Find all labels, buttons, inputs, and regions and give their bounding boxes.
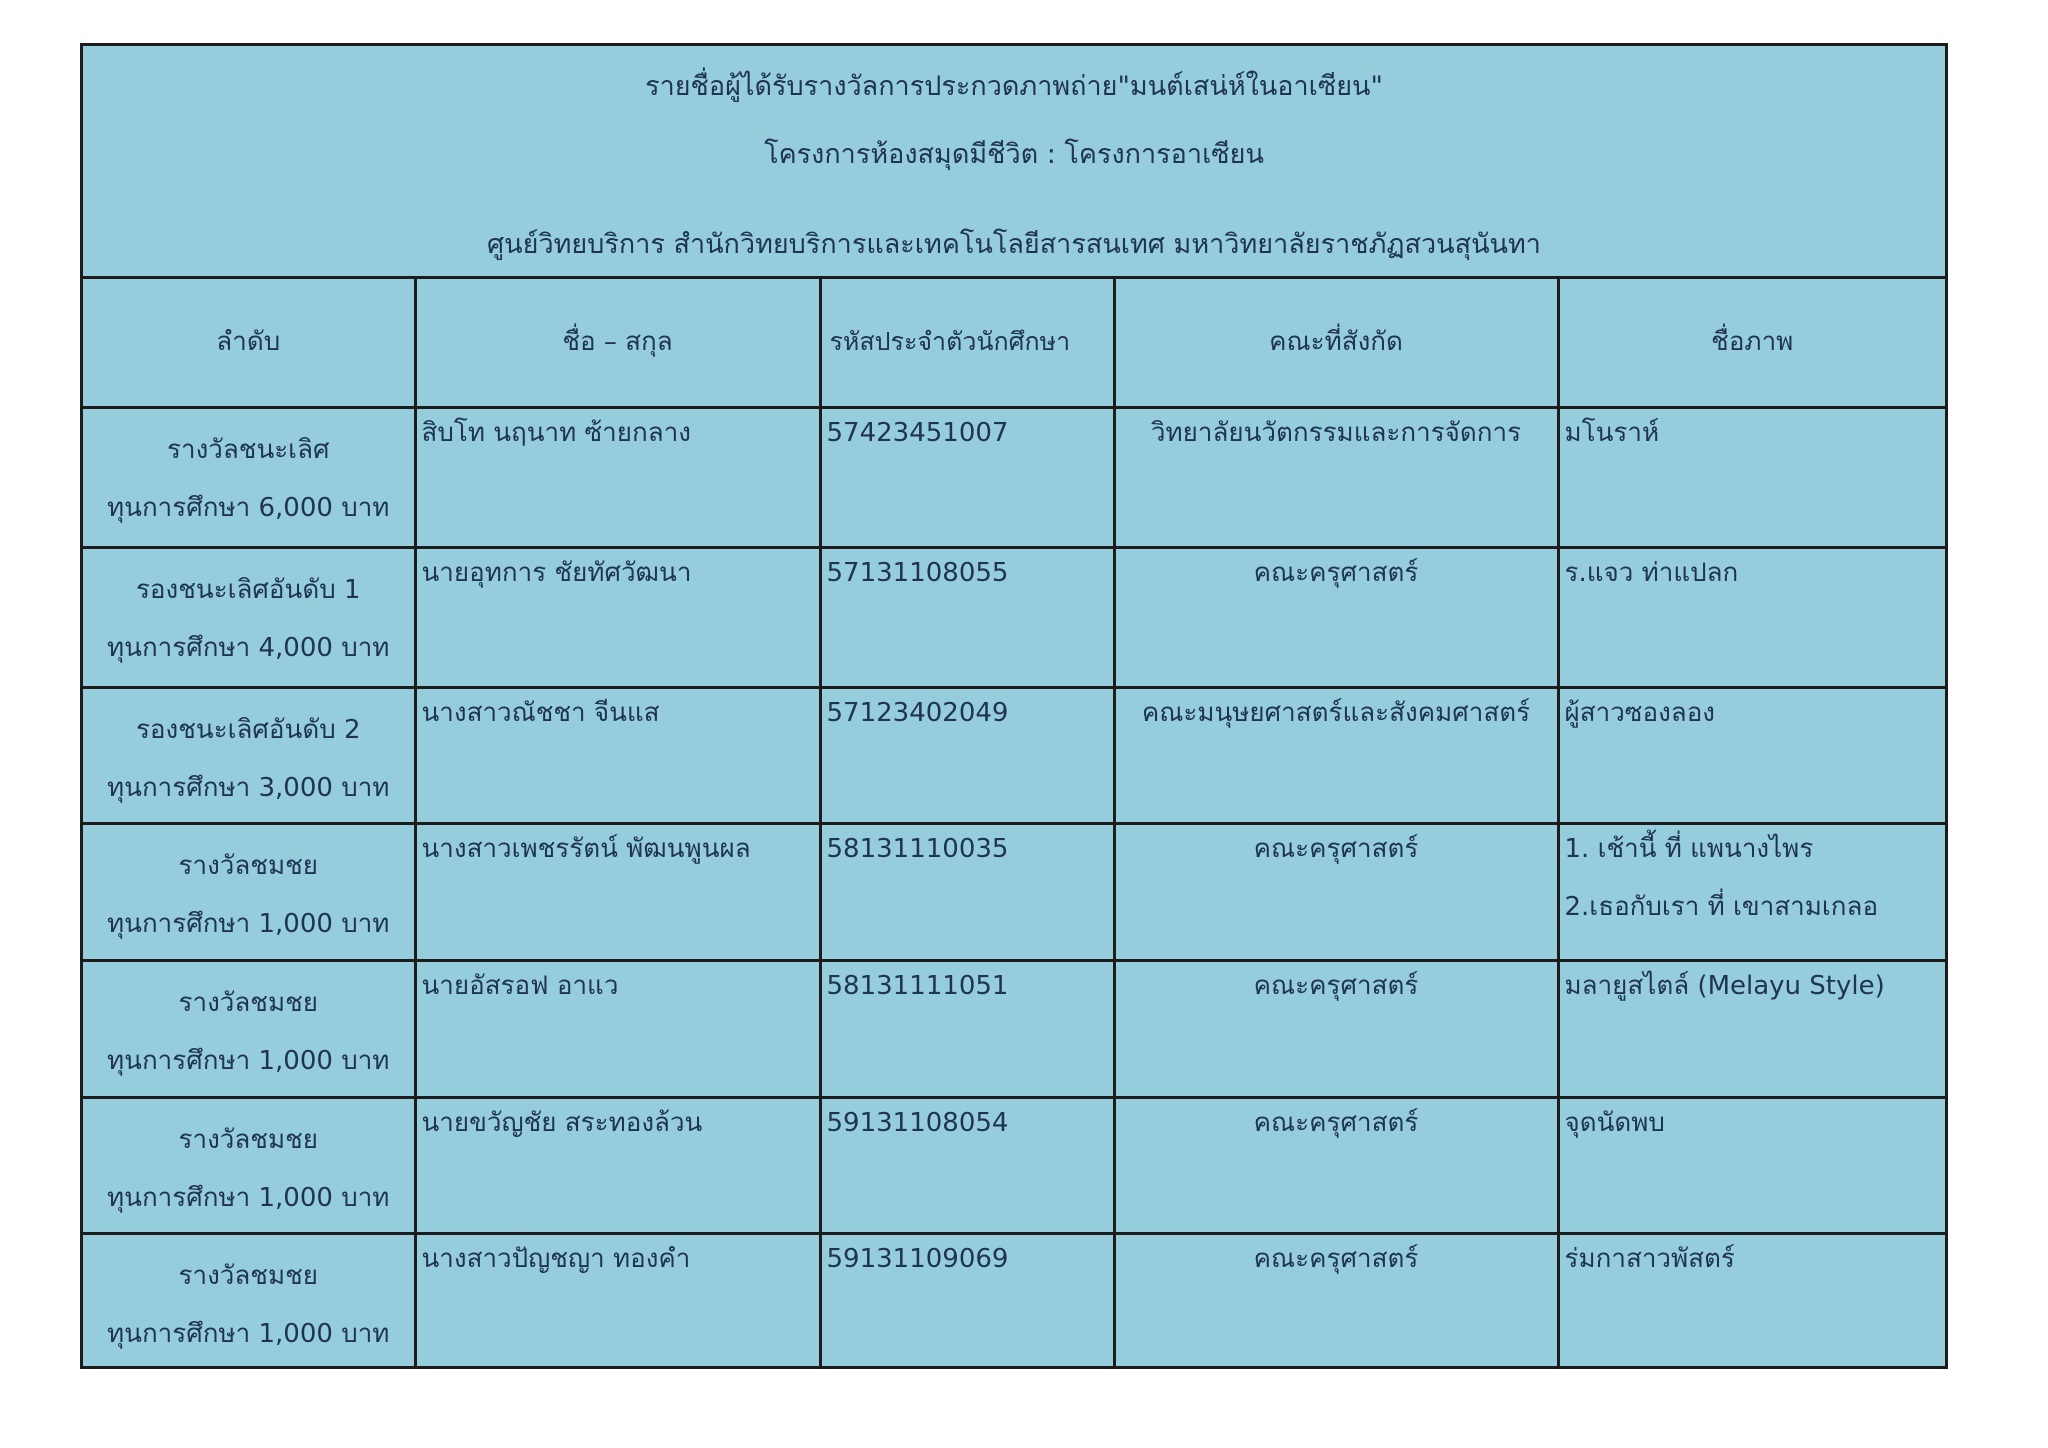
photo-title: ผู้สาวซองลอง <box>1564 697 1716 728</box>
table-row <box>83 407 1945 547</box>
faculty: คณะครุศาสตร์ <box>1114 960 1558 1097</box>
scholarship-amount: ทุนการศึกษา 1,000 บาท <box>107 908 390 939</box>
student-id: 57423451007 <box>820 407 1114 547</box>
photo-title: ร.แจว ท่าแปลก <box>1564 557 1739 588</box>
award-rank: รางวัลชนะเลิศ <box>167 434 330 465</box>
photo-title: ร่มกาสาวพัสตร์ <box>1564 1243 1735 1274</box>
award-rank: รองชนะเลิศอันดับ 2 <box>135 714 361 745</box>
faculty: คณะมนุษยศาสตร์และสังคมศาสตร์ <box>1114 687 1558 823</box>
photo-title-cell <box>1558 960 1945 1097</box>
table-row <box>83 687 1945 823</box>
scholarship-amount: ทุนการศึกษา 4,000 บาท <box>107 632 390 663</box>
table-row <box>83 823 1945 960</box>
winner-name: สิบโท นฤนาท ซ้ายกลาง <box>415 407 820 547</box>
table-header-row <box>83 279 1945 407</box>
winner-name: นายอุทการ ชัยทัศวัฒนา <box>415 547 820 687</box>
photo-title-cell <box>1558 823 1945 960</box>
rank-cell <box>83 823 415 960</box>
photo-title: มโนราห์ <box>1564 417 1660 448</box>
award-list-sheet <box>80 43 1948 1369</box>
header-rank: ลำดับ <box>83 279 415 407</box>
scholarship-amount: ทุนการศึกษา 1,000 บาท <box>107 1182 390 1213</box>
winner-name: นางสาวปัญชญา ทองคำ <box>415 1233 820 1366</box>
award-rank: รางวัลชมชย <box>178 987 318 1018</box>
student-id: 57131108055 <box>820 547 1114 687</box>
scholarship-amount: ทุนการศึกษา 1,000 บาท <box>107 1045 390 1076</box>
winner-name: นายอัสรอฟ อาแว <box>415 960 820 1097</box>
award-rank: รางวัลชมชย <box>178 850 318 881</box>
table-row <box>83 1097 1945 1233</box>
student-id: 59131109069 <box>820 1233 1114 1366</box>
header-faculty: คณะที่สังกัด <box>1114 279 1558 407</box>
rank-cell <box>83 687 415 823</box>
header-student-id: รหัสประจำตัวนักศึกษา <box>820 279 1114 407</box>
photo-title-cell <box>1558 1097 1945 1233</box>
scholarship-amount: ทุนการศึกษา 1,000 บาท <box>107 1318 390 1349</box>
winner-name: นางสาวเพชรรัตน์ พัฒนพูนผล <box>415 823 820 960</box>
scholarship-amount: ทุนการศึกษา 3,000 บาท <box>107 772 390 803</box>
rank-cell <box>83 407 415 547</box>
photo-title-cell <box>1558 547 1945 687</box>
award-rank: รางวัลชมชย <box>178 1124 318 1155</box>
faculty: คณะครุศาสตร์ <box>1114 547 1558 687</box>
award-rank: รองชนะเลิศอันดับ 1 <box>135 574 361 605</box>
project-name: โครงการห้องสมุดมีชีวิต : โครงการอาเซียน <box>764 139 1264 170</box>
award-rank: รางวัลชมชย <box>178 1260 318 1291</box>
header-name: ชื่อ – สกุล <box>415 279 820 407</box>
photo-title-cell <box>1558 407 1945 547</box>
rank-cell <box>83 1097 415 1233</box>
photo-title: 2.เธอกับเรา ที่ เขาสามเกลอ <box>1564 891 1879 922</box>
document-title: รายชื่อผู้ได้รับรางวัลการประกวดภาพถ่าย"มนต์เสน่ห์ในอาเซียน" <box>645 71 1383 102</box>
awards-table <box>83 279 1945 1366</box>
photo-title-cell <box>1558 687 1945 823</box>
student-id: 58131111051 <box>820 960 1114 1097</box>
organization-name: ศูนย์วิทยบริการ สำนักวิทยบริการและเทคโนโลยีสารสนเทศ มหาวิทยาลัยราชภัฏสวนสุนันทา <box>487 229 1541 260</box>
faculty: คณะครุศาสตร์ <box>1114 823 1558 960</box>
photo-title-cell <box>1558 1233 1945 1366</box>
winner-name: นางสาวณัชชา จีนแส <box>415 687 820 823</box>
photo-title: มลายูสไตล์ (Melayu Style) <box>1564 970 1885 1001</box>
rank-cell <box>83 547 415 687</box>
photo-title: จุดนัดพบ <box>1564 1107 1665 1138</box>
table-row <box>83 547 1945 687</box>
table-row <box>83 960 1945 1097</box>
table-row <box>83 1233 1945 1366</box>
winner-name: นายขวัญชัย สระทองล้วน <box>415 1097 820 1233</box>
title-block <box>83 46 1945 279</box>
faculty: วิทยาลัยนวัตกรรมและการจัดการ <box>1114 407 1558 547</box>
student-id: 57123402049 <box>820 687 1114 823</box>
faculty: คณะครุศาสตร์ <box>1114 1233 1558 1366</box>
student-id: 59131108054 <box>820 1097 1114 1233</box>
photo-title: 1. เช้านี้ ที่ แพนางไพร <box>1564 833 1814 864</box>
header-photo-title: ชื่อภาพ <box>1558 279 1945 407</box>
student-id: 58131110035 <box>820 823 1114 960</box>
rank-cell <box>83 1233 415 1366</box>
rank-cell <box>83 960 415 1097</box>
faculty: คณะครุศาสตร์ <box>1114 1097 1558 1233</box>
scholarship-amount: ทุนการศึกษา 6,000 บาท <box>107 492 390 523</box>
